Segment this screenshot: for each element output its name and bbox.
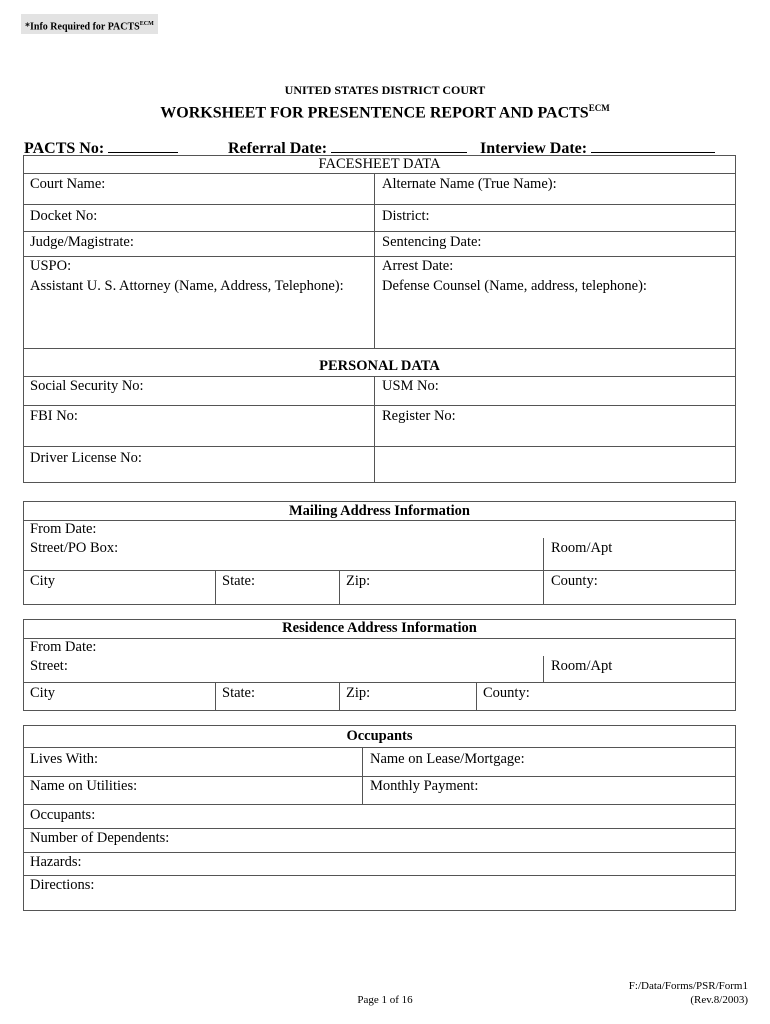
docket-no-label: Docket No: (30, 208, 98, 224)
mailing-state-label: State: (222, 573, 256, 589)
driver-license-label: Driver License No: (30, 450, 142, 466)
judge-label: Judge/Magistrate: (30, 234, 134, 250)
divider (23, 570, 736, 571)
residence-heading: Residence Address Information (282, 620, 477, 636)
divider (215, 570, 216, 605)
pacts-no-blank[interactable] (108, 138, 178, 153)
form-revision: (Rev.8/2003) (690, 994, 748, 1006)
divider (23, 747, 736, 748)
lives-with-label: Lives With: (30, 751, 99, 767)
residence-room-label: Room/Apt (551, 658, 613, 674)
page-title (0, 103, 770, 122)
district-label: District: (382, 208, 430, 224)
monthly-payment-label: Monthly Payment: (370, 778, 479, 794)
divider (374, 173, 375, 348)
utilities-label: Name on Utilities: (30, 778, 138, 794)
hazards-label: Hazards: (30, 854, 82, 870)
divider (339, 682, 340, 711)
divider (23, 256, 736, 257)
divider (476, 682, 477, 711)
residence-zip-label: Zip: (346, 685, 371, 701)
divider (339, 570, 340, 605)
info-required-sup: ECM (139, 21, 154, 27)
divider (374, 376, 375, 483)
dependents-label: Number of Dependents: (30, 830, 170, 846)
ssn-label: Social Security No: (30, 378, 144, 394)
divider (23, 173, 736, 174)
divider (23, 852, 736, 853)
divider (23, 682, 736, 683)
referral-date-label: Referral Date: (228, 140, 328, 157)
mailing-zip-label: Zip: (346, 573, 371, 589)
divider (23, 638, 736, 639)
divider (543, 538, 544, 605)
divider (23, 405, 736, 406)
usm-label: USM No: (382, 378, 439, 394)
mailing-county-label: County: (551, 573, 598, 589)
court-name-label: Court Name: (30, 176, 106, 192)
divider (23, 348, 736, 349)
divider (23, 520, 736, 521)
uspo-label: USPO: (30, 258, 72, 274)
residence-state-label: State: (222, 685, 256, 701)
register-label: Register No: (382, 408, 456, 424)
mailing-heading: Mailing Address Information (288, 503, 470, 519)
page-number: Page 1 of 16 (357, 994, 413, 1006)
ausa-label: Assistant U. S. Attorney (Name, Address, Telephone): (30, 278, 344, 294)
residence-city-label: City (30, 685, 55, 701)
divider (23, 231, 736, 232)
defense-counsel-label: Defense Counsel (Name, address, telephone): (382, 278, 647, 294)
divider (23, 875, 736, 876)
pacts-no-label: PACTS No: (24, 140, 105, 157)
court-heading: UNITED STATES DISTRICT COURT (284, 83, 486, 97)
mailing-city-label: City (30, 573, 55, 589)
info-required-text: *Info Required for PACTS (25, 21, 140, 33)
mailing-room-label: Room/Apt (551, 540, 613, 556)
arrest-date-label: Arrest Date: (382, 258, 454, 274)
lease-label: Name on Lease/Mortgage: (370, 751, 525, 767)
divider (23, 804, 736, 805)
divider (23, 376, 736, 377)
mailing-street-label: Street/PO Box: (30, 540, 119, 556)
occupants-label: Occupants: (30, 807, 96, 823)
divider (23, 204, 736, 205)
alternate-name-label: Alternate Name (True Name): (382, 176, 557, 192)
interview-date-blank[interactable] (591, 138, 715, 153)
residence-street-label: Street: (30, 658, 68, 674)
personal-data-heading: PERSONAL DATA (319, 358, 440, 374)
divider (23, 828, 736, 829)
facesheet-heading: FACESHEET DATA (318, 156, 441, 172)
residence-county-label: County: (483, 685, 530, 701)
divider (215, 682, 216, 711)
divider (23, 776, 736, 777)
form-path: F:/Data/Forms/PSR/Form1 (628, 980, 748, 992)
sentencing-date-label: Sentencing Date: (382, 234, 482, 250)
divider (362, 747, 363, 804)
residence-from-date-label: From Date: (30, 639, 97, 655)
interview-date-label: Interview Date: (480, 140, 588, 157)
divider (23, 446, 736, 447)
occupants-heading: Occupants (346, 728, 413, 744)
page-title-text: WORKSHEET FOR PRESENTENCE REPORT AND PACTS (160, 104, 589, 122)
directions-label: Directions: (30, 877, 95, 893)
referral-date-blank[interactable] (331, 138, 467, 153)
fbi-label: FBI No: (30, 408, 78, 424)
info-required-tag (21, 14, 158, 34)
mailing-from-date-label: From Date: (30, 521, 97, 537)
divider (543, 656, 544, 682)
page-title-sup: ECM (588, 103, 610, 113)
